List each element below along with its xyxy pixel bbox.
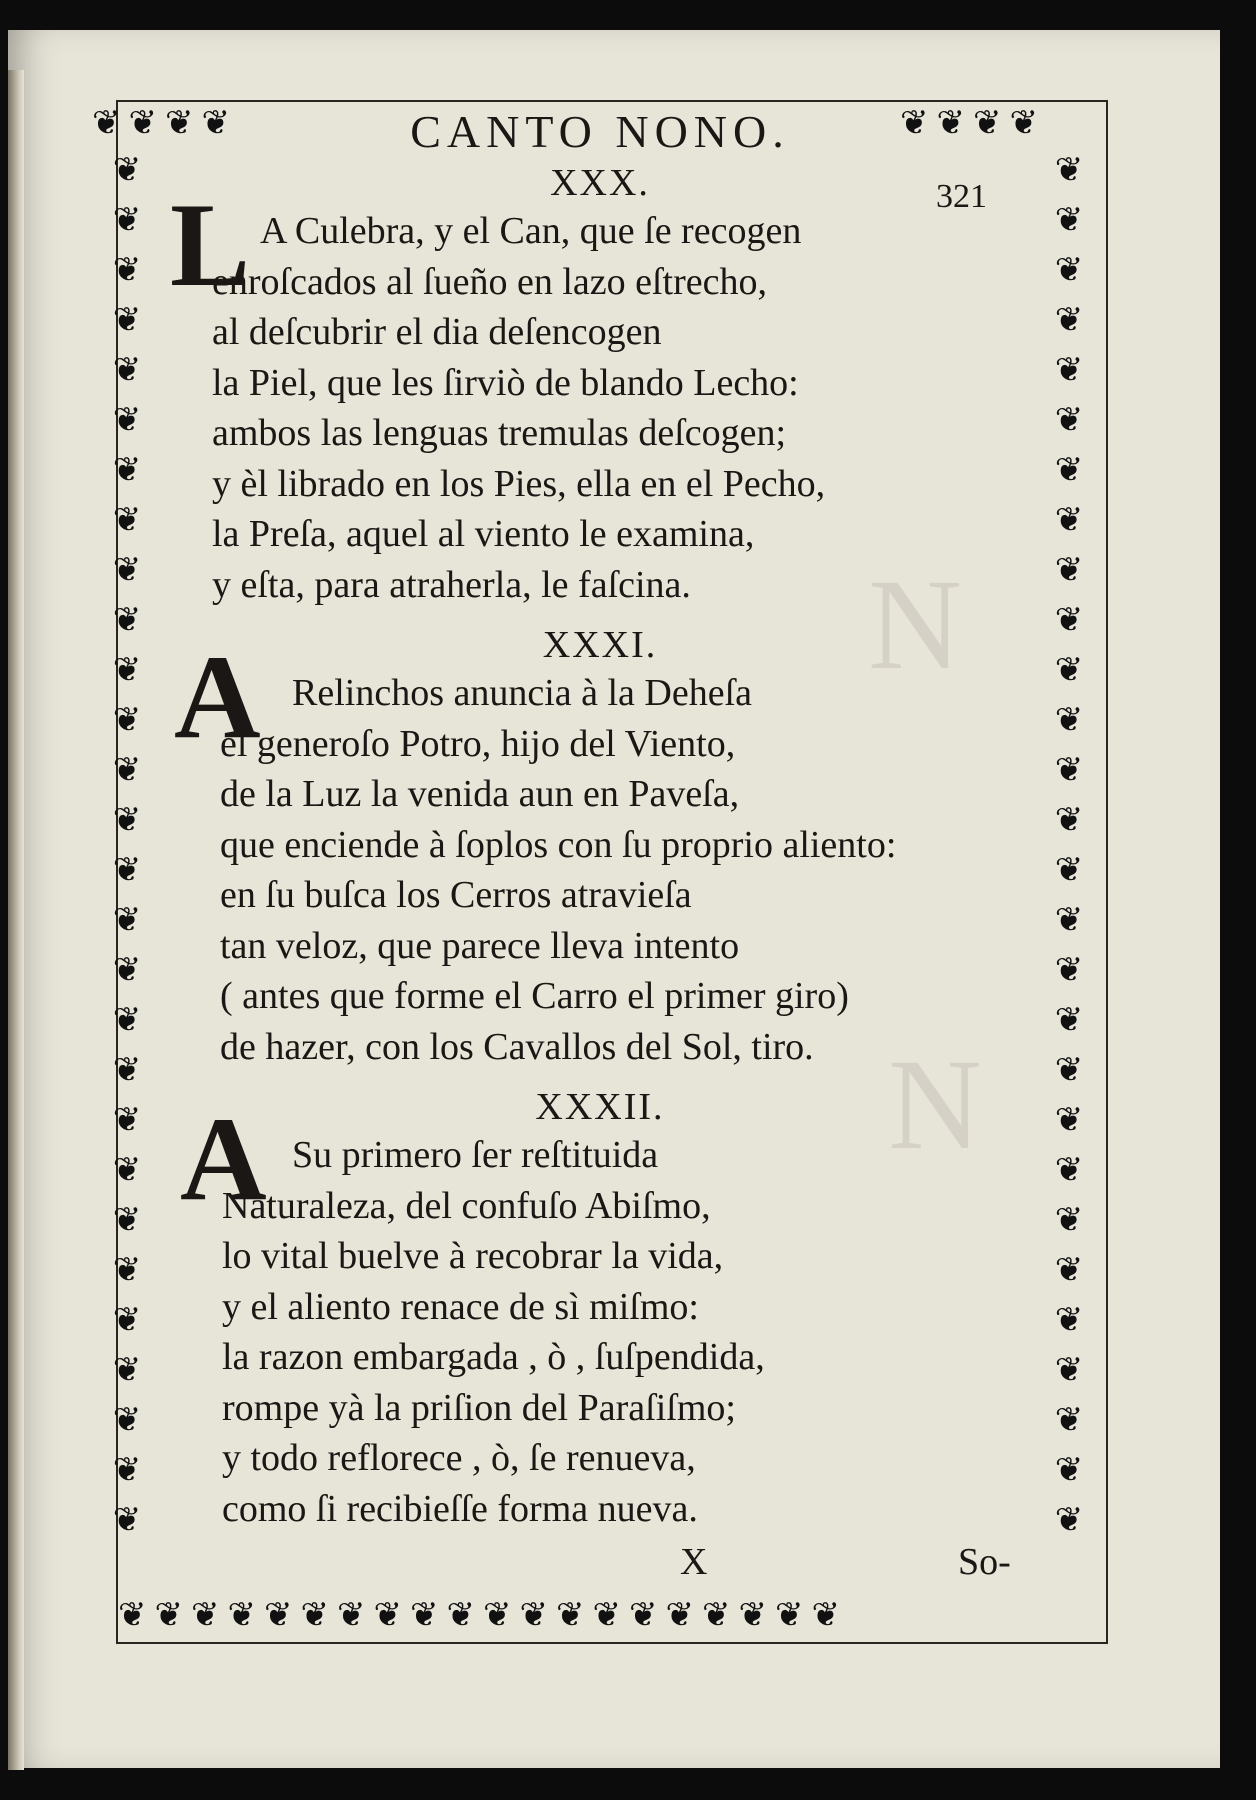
verse-line: A Culebra, y el Can, que ſe recogen bbox=[260, 210, 802, 252]
verse-line: el generoſo Potro, hijo del Viento, bbox=[220, 722, 736, 765]
fleuron-icon: ❦ bbox=[1054, 1050, 1084, 1090]
stanza-number: XXX. bbox=[550, 162, 650, 204]
verse-line: de la Luz la venida aun en Paveſa, bbox=[220, 773, 740, 815]
fleuron-icon: ❦ bbox=[112, 900, 142, 940]
fleuron-icon: ❦ bbox=[1054, 500, 1084, 540]
verse-line: Su primero ſer reſtituida bbox=[292, 1134, 659, 1176]
fleuron-icon: ❦ bbox=[112, 1050, 142, 1090]
fleuron-icon: ❦ bbox=[92, 103, 121, 143]
fleuron-icon: ❦ bbox=[1009, 103, 1038, 143]
fleuron-icon: ❦ bbox=[191, 1595, 220, 1635]
fleuron-icon: ❦ bbox=[1054, 950, 1084, 990]
fleuron-icon: ❦ bbox=[165, 103, 194, 143]
verse-line: y el aliento renace de sì miſmo: bbox=[222, 1285, 699, 1328]
stanza-31 bbox=[170, 622, 1030, 1072]
fleuron-icon: ❦ bbox=[112, 1350, 142, 1390]
fleuron-icon: ❦ bbox=[1054, 1350, 1084, 1390]
fleuron-icon: ❦ bbox=[112, 1000, 142, 1040]
fleuron-icon: ❦ bbox=[112, 400, 142, 440]
fleuron-icon: ❦ bbox=[112, 550, 142, 590]
fleuron-icon: ❦ bbox=[337, 1595, 366, 1635]
page-number: 321 bbox=[936, 178, 987, 215]
fleuron-icon: ❦ bbox=[1054, 1250, 1084, 1290]
fleuron-icon: ❦ bbox=[118, 1595, 147, 1635]
running-title: CANTO NONO. bbox=[410, 106, 790, 157]
verse-lines bbox=[170, 1130, 1030, 1534]
stanza-number: XXXI. bbox=[542, 624, 658, 666]
fleuron-icon: ❦ bbox=[112, 200, 142, 240]
verse-line: y todo reflorece , ò, ſe renueva, bbox=[222, 1437, 696, 1479]
fleuron-icon: ❦ bbox=[112, 1500, 142, 1540]
drop-capital: A bbox=[180, 1092, 267, 1225]
fleuron-icon: ❦ bbox=[1054, 1300, 1084, 1340]
fleuron-icon: ❦ bbox=[1054, 1150, 1084, 1190]
fleuron-icon: ❦ bbox=[112, 150, 142, 190]
fleuron-icon: ❦ bbox=[300, 1595, 329, 1635]
drop-capital: A bbox=[174, 630, 261, 763]
fleuron-icon: ❦ bbox=[1054, 450, 1084, 490]
fleuron-icon: ❦ bbox=[112, 300, 142, 340]
fleuron-icon: ❦ bbox=[483, 1595, 512, 1635]
fleuron-icon: ❦ bbox=[811, 1595, 840, 1635]
fleuron-icon: ❦ bbox=[1054, 1000, 1084, 1040]
fleuron-icon: ❦ bbox=[112, 500, 142, 540]
fleuron-icon: ❦ bbox=[738, 1595, 767, 1635]
verse-line: ambos las lenguas tremulas deſcogen; bbox=[212, 412, 787, 454]
verse-line: enroſcados al ſueño en lazo eſtrecho, bbox=[212, 260, 767, 303]
verse-line: y èl librado en los Pies, ella en el Pecho, bbox=[212, 462, 826, 505]
fleuron-icon: ❦ bbox=[112, 1150, 142, 1190]
fleuron-icon: ❦ bbox=[1054, 1450, 1084, 1490]
fleuron-icon: ❦ bbox=[112, 250, 142, 290]
verse-line: de hazer, con los Cavallos del Sol, tiro. bbox=[220, 1025, 814, 1068]
fleuron-icon: ❦ bbox=[112, 650, 142, 690]
fleuron-icon: ❦ bbox=[112, 1100, 142, 1140]
fleuron-icon: ❦ bbox=[629, 1595, 658, 1635]
fleuron-icon: ❦ bbox=[1054, 400, 1084, 440]
verse-line: la razon embargada , ò , ſuſpendida, bbox=[222, 1336, 765, 1378]
fleuron-icon: ❦ bbox=[112, 950, 142, 990]
fleuron-icon: ❦ bbox=[1054, 900, 1084, 940]
fleuron-icon: ❦ bbox=[112, 1450, 142, 1490]
verse-line: que enciende à ſoplos con ſu proprio aliento: bbox=[220, 823, 897, 866]
ornament-border-left bbox=[102, 150, 152, 1590]
page-edge-shadow bbox=[8, 70, 24, 1770]
verse-line: ( antes que forme el Carro el primer giro) bbox=[220, 975, 849, 1017]
fleuron-icon: ❦ bbox=[154, 1595, 183, 1635]
fleuron-icon: ❦ bbox=[1054, 1100, 1084, 1140]
fleuron-icon: ❦ bbox=[1054, 700, 1084, 740]
fleuron-icon: ❦ bbox=[112, 600, 142, 640]
fleuron-icon: ❦ bbox=[1054, 1200, 1084, 1240]
fleuron-icon: ❦ bbox=[112, 800, 142, 840]
fleuron-icon: ❦ bbox=[556, 1595, 585, 1635]
fleuron-icon: ❦ bbox=[665, 1595, 694, 1635]
fleuron-icon: ❦ bbox=[373, 1595, 402, 1635]
verse-line: la Preſa, aquel al viento le examina, bbox=[212, 513, 755, 555]
verse-lines bbox=[170, 206, 1030, 610]
fleuron-icon: ❦ bbox=[1054, 800, 1084, 840]
fleuron-icon: ❦ bbox=[1054, 650, 1084, 690]
fleuron-icon: ❦ bbox=[446, 1595, 475, 1635]
fleuron-icon: ❦ bbox=[1054, 750, 1084, 790]
verse-line: Naturaleza, del confuſo Abiſmo, bbox=[222, 1184, 711, 1227]
fleuron-icon: ❦ bbox=[112, 1200, 142, 1240]
ornament-border-top-left bbox=[92, 100, 282, 146]
stanza-30 bbox=[170, 160, 1030, 610]
verse-line: la Piel, que les ſirviò de blando Lecho: bbox=[212, 361, 799, 404]
stanza-32 bbox=[170, 1084, 1030, 1534]
fleuron-icon: ❦ bbox=[1054, 1500, 1084, 1540]
fleuron-icon: ❦ bbox=[410, 1595, 439, 1635]
verse-line: al deſcubrir el dia deſencogen bbox=[212, 311, 662, 353]
drop-capital: L bbox=[170, 178, 251, 311]
fleuron-icon: ❦ bbox=[1054, 550, 1084, 590]
fleuron-icon: ❦ bbox=[112, 350, 142, 390]
fleuron-icon: ❦ bbox=[1054, 600, 1084, 640]
verse-line: y eſta, para atraherla, le faſcina. bbox=[212, 563, 691, 606]
fleuron-icon: ❦ bbox=[702, 1595, 731, 1635]
fleuron-icon: ❦ bbox=[112, 1300, 142, 1340]
fleuron-icon: ❦ bbox=[201, 103, 230, 143]
fleuron-icon: ❦ bbox=[973, 103, 1002, 143]
fleuron-icon: ❦ bbox=[112, 1250, 142, 1290]
verse-line: tan veloz, que parece lleva intento bbox=[220, 924, 740, 967]
fleuron-icon: ❦ bbox=[112, 1400, 142, 1440]
catchword: So- bbox=[958, 1541, 1011, 1583]
verse-line: en ſu buſca los Cerros atravieſa bbox=[220, 874, 692, 916]
fleuron-icon: ❦ bbox=[112, 700, 142, 740]
verse-line: lo vital buelve à recobrar la vida, bbox=[222, 1235, 724, 1277]
fleuron-icon: ❦ bbox=[1054, 150, 1084, 190]
fleuron-icon: ❦ bbox=[592, 1595, 621, 1635]
fleuron-icon: ❦ bbox=[519, 1595, 548, 1635]
fleuron-icon: ❦ bbox=[775, 1595, 804, 1635]
fleuron-icon: ❦ bbox=[936, 103, 965, 143]
verse-line: como ſi recibieſſe forma nueva. bbox=[222, 1487, 698, 1530]
stanza-number: XXXII. bbox=[535, 1086, 665, 1128]
fleuron-icon: ❦ bbox=[112, 750, 142, 790]
fleuron-icon: ❦ bbox=[1054, 200, 1084, 240]
fleuron-icon: ❦ bbox=[227, 1595, 256, 1635]
ornament-border-bottom bbox=[118, 1592, 1098, 1638]
fleuron-icon: ❦ bbox=[264, 1595, 293, 1635]
fleuron-icon: ❦ bbox=[128, 103, 157, 143]
ornament-border-top-right bbox=[900, 100, 1085, 146]
verse-line: rompe yà la priſion del Paraſiſmo; bbox=[222, 1386, 736, 1429]
signature-mark: X bbox=[680, 1541, 708, 1583]
fleuron-icon: ❦ bbox=[112, 450, 142, 490]
ornament-border-right bbox=[1044, 150, 1094, 1590]
fleuron-icon: ❦ bbox=[1054, 300, 1084, 340]
fleuron-icon: ❦ bbox=[1054, 350, 1084, 390]
fleuron-icon: ❦ bbox=[900, 103, 929, 143]
fleuron-icon: ❦ bbox=[112, 850, 142, 890]
verse-lines bbox=[170, 668, 1030, 1072]
show-through-mark: N bbox=[888, 1033, 982, 1177]
fleuron-icon: ❦ bbox=[1054, 250, 1084, 290]
show-through-mark: N bbox=[868, 553, 962, 697]
fleuron-icon: ❦ bbox=[1054, 850, 1084, 890]
verse-line: Relinchos anuncia à la Deheſa bbox=[292, 672, 753, 714]
fleuron-icon: ❦ bbox=[1054, 1400, 1084, 1440]
